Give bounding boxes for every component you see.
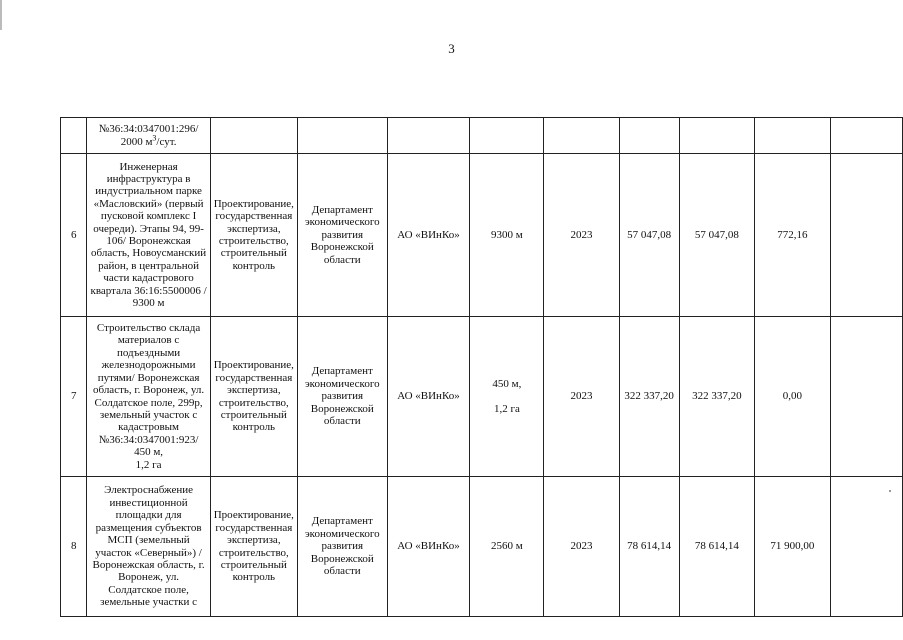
cell-capacity: 9300 м: [470, 154, 544, 317]
cell-work: Проектирование, государственная экспертиза, строительство, строительный контроль: [210, 477, 297, 617]
cell-cost-4: [830, 118, 902, 154]
scan-edge-mark: [0, 0, 2, 30]
cell-executor: АО «ВИнКо»: [387, 477, 470, 617]
cell-capacity: 2560 м: [470, 477, 544, 617]
cell-cost-2: 57 047,08: [679, 154, 754, 317]
cell-num: 7: [61, 317, 87, 477]
cell-executor: АО «ВИнКо»: [387, 154, 470, 317]
cell-cost-3: 71 900,00: [755, 477, 830, 617]
cell-cost-4: [830, 317, 902, 477]
cell-object: Электроснабжение инвестиционной площадки для размещения субъектов МСП (земельный участок «Северный») / Воронежская область, г. Воронеж, ул. Солдатское поле, земельные участки с: [87, 477, 210, 617]
cell-cost-4: [830, 477, 902, 617]
cell-cost-3: 0,00: [755, 317, 830, 477]
cell-work: [210, 118, 297, 154]
cell-year: 2023: [544, 317, 619, 477]
cell-year: [544, 118, 619, 154]
cell-year: 2023: [544, 477, 619, 617]
object-superscript: 3: [152, 132, 157, 142]
cell-cost-3: [755, 118, 830, 154]
cell-customer: [297, 118, 387, 154]
cell-cost-total: 57 047,08: [619, 154, 679, 317]
cell-num: [61, 118, 87, 154]
cell-cost-total: 78 614,14: [619, 477, 679, 617]
cell-capacity: [470, 118, 544, 154]
cell-cost-total: 322 337,20: [619, 317, 679, 477]
cell-cost-3: 772,16: [755, 154, 830, 317]
object-text-tail: /сут.: [156, 135, 177, 148]
cell-executor: АО «ВИнКо»: [387, 317, 470, 477]
cell-object: Инженерная инфраструктура в индустриальном парке «Масловский» (первый пусковой комплекс I очереди). Этапы 94, 99- 106/ Воронежская область, Новоусманский район, в центральной части кадастрового квартала 36:16:5500006 / 9300 м: [87, 154, 210, 317]
page-number: 3: [448, 41, 455, 56]
cell-cost-2: 322 337,20: [679, 317, 754, 477]
cell-cost-4: [830, 154, 902, 317]
cell-object: Строительство склада материалов с подъездными железнодорожными путями/ Воронежская область, г. Воронеж, ул. Солдатское поле, 299р, земельный участок с кадастровым №36:34:0347001:923/ 450 м, 1,2 га: [87, 317, 210, 477]
data-table: [60, 117, 903, 617]
cell-num: 8: [61, 477, 87, 617]
table-row: [61, 477, 903, 617]
cell-year: 2023: [544, 154, 619, 317]
cell-cost-total: [619, 118, 679, 154]
cell-work: Проектирование, государственная экспертиза, строительство, строительный контроль: [210, 154, 297, 317]
table-row: [61, 317, 903, 477]
cell-executor: [387, 118, 470, 154]
cell-customer: Департамент экономического развития Воронежской области: [297, 154, 387, 317]
table-row: [61, 154, 903, 317]
object-text: №36:34:0347001:296/ 2000 м: [98, 123, 199, 148]
cell-cost-2: [679, 118, 754, 154]
cell-cost-2: 78 614,14: [679, 477, 754, 617]
cell-customer: Департамент экономического развития Воронежской области: [297, 477, 387, 617]
cell-object: [87, 118, 210, 154]
cell-num: 6: [61, 154, 87, 317]
cell-work: Проектирование, государственная экспертиза, строительство, строительный контроль: [210, 317, 297, 477]
cell-customer: Департамент экономического развития Воронежской области: [297, 317, 387, 477]
cell-capacity: 450 м, 1,2 га: [470, 317, 544, 477]
table-row: [61, 118, 903, 154]
